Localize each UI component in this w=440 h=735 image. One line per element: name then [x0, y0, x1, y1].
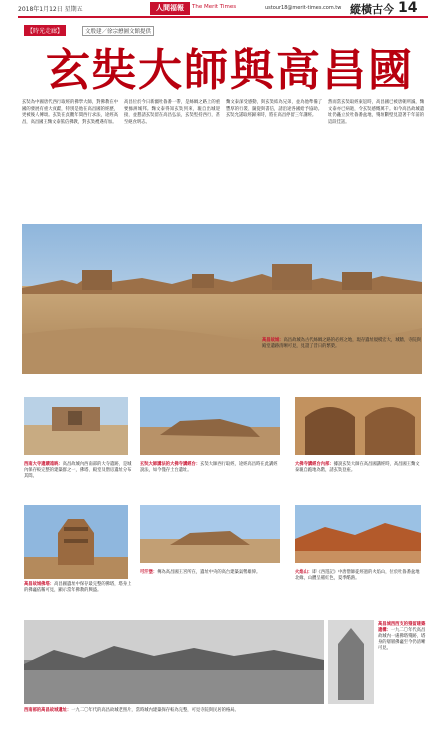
body-column-4: 然而當玄奘取經東返時，高昌國已被唐朝所滅，麴文泰亦已病逝，令玄奘感慨萬千。如今高昌故城遺址仍矗立於吐魯番盆地，殘垣斷壁見證著千年前的這段佳話。 — [328, 100, 424, 125]
main-photo-caption: 高昌故城：高昌故城為古代絲綢之路的必經之地，現存遺址規模宏大，城牆、寺院與殿堂遺跡清晰可見，見證了昔日的繁榮。 — [262, 338, 421, 349]
caption-lecture-interior: 大佛寺講經台內部：據說玄奘大師在高昌國講經時，高昌國王麴文泰親自跪地為階，請玄奘登座。 — [295, 462, 420, 473]
caption-old-stupa: 高昌城西西支的殘留建築遺構：一九二〇年代高昌故城內一處佛塔殘跡，塔身的層層佛龕至今仍清晰可見。 — [378, 622, 426, 651]
caption-stupa: 高昌故城佛塔：高昌國遺址中保存最完整的佛塔，塔身上的佛龕依稀可見，顯示當年佛教的興盛。 — [24, 582, 132, 593]
photo-southwest-temple — [24, 397, 128, 455]
body-column-1: 玄奘為中國唐代西行取經的佛學大師，對佛教在中國的發展有重大貢獻，特別是他在高昌國的經歷，更被後人傳頌。玄奘在貞觀年間西行求法，途經高昌，高昌國王麴文泰篤信佛教，對玄奘禮遇有加。 — [22, 100, 118, 125]
photo-flaming-mountains — [295, 505, 421, 563]
caption-lecture-platform: 玄奘大師講法的大佛寺講經台：玄奘大師西行取經，途經高昌時在此講經說法，如今僅存土台遺址。 — [140, 462, 278, 473]
caption-flaming-mountains: 火焰山：即《西遊記》中唐僧師徒經過的火焰山，位於吐魯番盆地北緣，山體呈赭紅色，夏季酷熱。 — [295, 570, 420, 581]
page-number: 14 — [398, 0, 418, 16]
paper-logo-en: The Merit Times — [192, 4, 237, 10]
article-title: 玄奘大師與高昌國 — [46, 45, 414, 96]
column-tag: 【時光走廊】 — [24, 25, 66, 36]
photo-khan-fortress — [140, 505, 280, 563]
caption-southwest-temple: 西南大寺遺蹟遠眺：高昌故城內西南部的大寺遺跡，是城內保存較完整的建築群之一，佛塔、殿堂及僧房遺址分布其間。 — [24, 462, 132, 479]
photo-stupa — [24, 505, 128, 579]
page-header — [0, 0, 440, 22]
paper-logo: 人間福報 — [150, 2, 190, 15]
photo-lecture-interior — [295, 397, 421, 455]
header-rule — [18, 16, 428, 18]
header-date: 2018年1月12日 星期五 — [18, 6, 83, 13]
section-title: 縱橫古今 — [350, 3, 394, 16]
caption-old-ruins: 西南部的高昌故城遺址：一九二〇年代的高昌故城老照片，當時城內建築保存較為完整，可見寺院與民居的格局。 — [24, 708, 239, 713]
main-photo — [22, 224, 422, 374]
body-column-2: 高昌位於今日新疆吐魯番一帶，是絲綢之路上的重要綠洲城邦。麴文泰得知玄奘到來，親自出城迎接，並懇請玄奘留在高昌弘法，玄奘堅持西行，甚至絕食明志。 — [124, 100, 220, 125]
byline: 文殷建／徐宗懋圖文館提供 — [82, 26, 154, 36]
photo-old-ruins — [24, 620, 324, 704]
header-email: ustour18@merit-times.com.tw — [265, 5, 342, 11]
caption-khan-fortress: 可汗堡：傳為高昌國王宮所在，遺址中央的高台建築氣勢雄偉。 — [140, 570, 261, 575]
photo-lecture-platform — [140, 397, 280, 455]
body-column-3: 麴文泰深受感動，與玄奘結為兄弟，並為他準備了豐厚的行裝、隨從與書信，請沿途各國給予協助。玄奘允諾取經歸來時，將在高昌停留三年講經。 — [226, 100, 322, 119]
photo-old-stupa — [328, 620, 374, 704]
